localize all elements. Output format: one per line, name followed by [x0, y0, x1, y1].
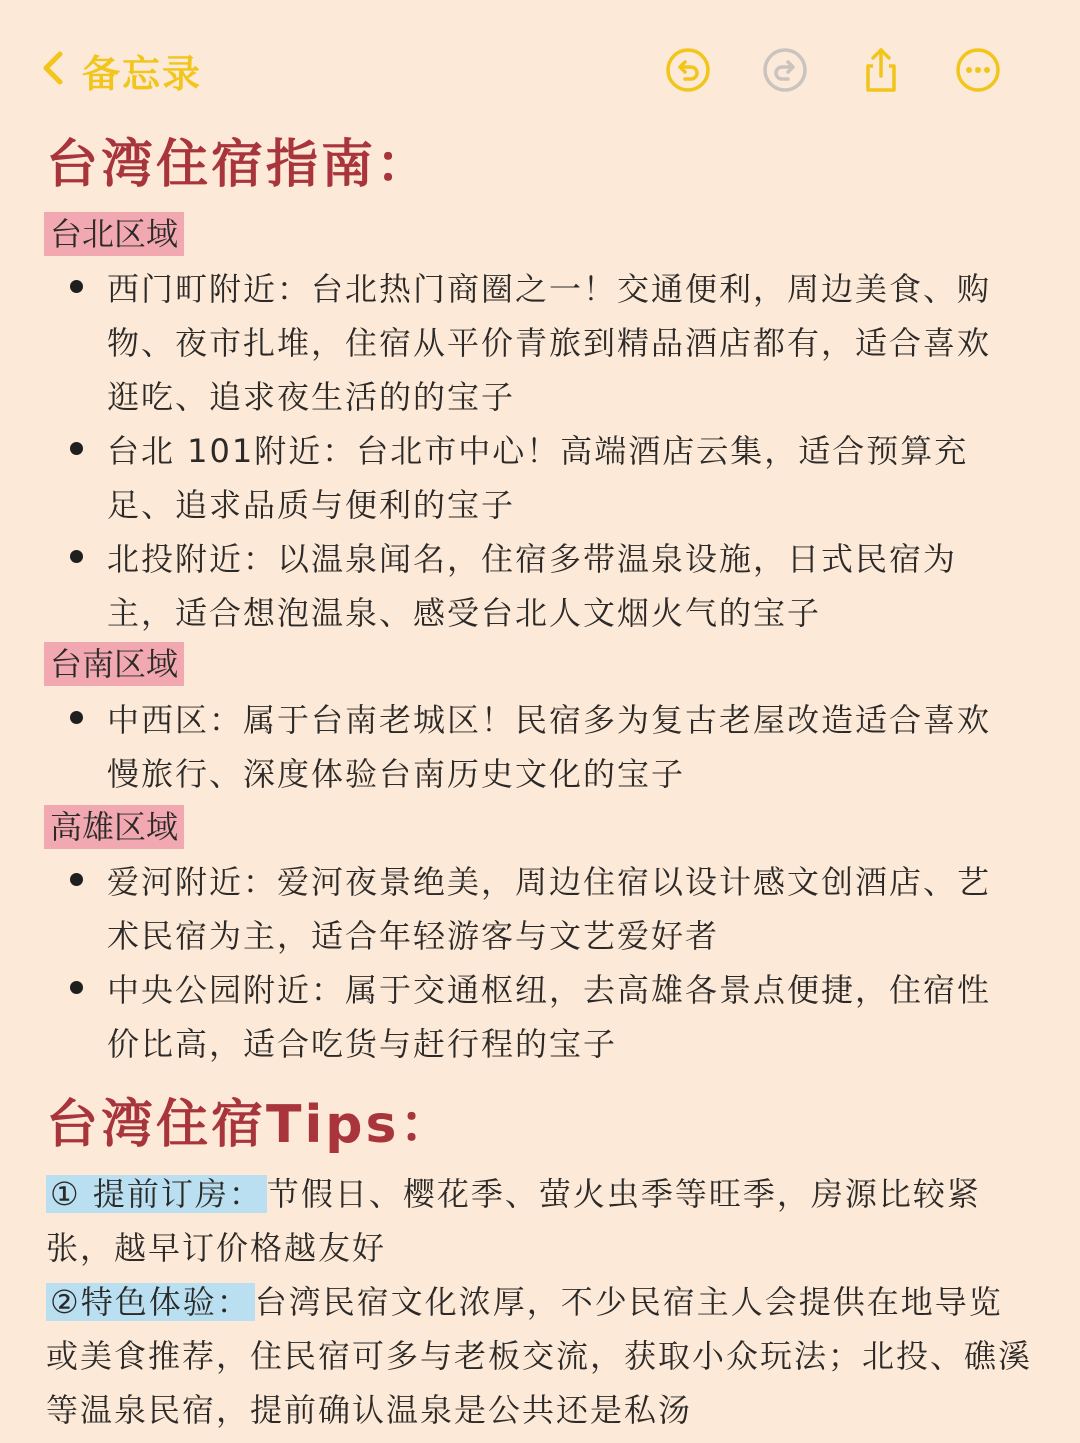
tip-text: 节假日、樱花季、萤火虫季等旺季，房源比较紧张，越早订价格越友好 — [46, 1175, 981, 1267]
redo-icon[interactable] — [761, 46, 809, 94]
note-title: 台湾住宿指南： — [46, 135, 432, 195]
bullet-dot — [70, 442, 83, 455]
tip-label: ②特色体验： — [46, 1283, 255, 1321]
bullet-dot — [70, 280, 83, 293]
region-label: 台南区域 — [44, 642, 184, 686]
list-item-text: 中西区：属于台南老城区！民宿多为复古老屋改造适合喜欢慢旅行、深度体验台南历史文化的宝子 — [107, 701, 992, 793]
tip-item — [46, 1167, 1036, 1275]
back-label: 备忘录 — [82, 51, 203, 96]
region-label: 高雄区域 — [44, 805, 184, 849]
bullet-dot — [70, 711, 83, 724]
bullet-dot — [70, 550, 83, 563]
share-icon[interactable] — [857, 46, 905, 94]
tip-item — [46, 1275, 1036, 1437]
tip-label: ① 提前订房： — [46, 1175, 267, 1213]
list-item-text: 西门町附近：台北热门商圈之一！交通便利，周边美食、购物、夜市扎堆，住宿从平价青旅到精品酒店都有，适合喜欢逛吃、追求夜生活的的宝子 — [107, 270, 992, 416]
bullet-dot — [70, 981, 83, 994]
chevron-left-icon — [38, 48, 68, 92]
bullet-dot — [70, 873, 83, 886]
list-item-text: 台北 101附近：台北市中心！高端酒店云集，适合预算充足、追求品质与便利的宝子 — [107, 432, 969, 524]
region-label: 台北区域 — [44, 212, 184, 256]
tips-title: 台湾住宿Tips： — [46, 1095, 455, 1155]
nav-bar — [0, 38, 1080, 108]
more-icon[interactable] — [954, 46, 1002, 94]
tip-text: 台湾民宿文化浓厚，不少民宿主人会提供在地导览或美食推荐，住民宿可多与老板交流，获取小众玩法；北投、礁溪等温泉民宿，提前确认温泉是公共还是私汤 — [46, 1283, 1033, 1429]
back-button[interactable] — [38, 38, 202, 102]
list-item-text: 北投附近：以温泉闻名，住宿多带温泉设施，日式民宿为主，适合想泡温泉、感受台北人文烟火气的宝子 — [107, 540, 958, 632]
list-item-text: 爱河附近：爱河夜景绝美，周边住宿以设计感文创酒店、艺术民宿为主，适合年轻游客与文艺爱好者 — [107, 863, 992, 955]
undo-icon[interactable] — [664, 46, 712, 94]
list-item-text: 中央公园附近：属于交通枢纽，去高雄各景点便捷，住宿性价比高，适合吃货与赶行程的宝子 — [107, 971, 992, 1063]
